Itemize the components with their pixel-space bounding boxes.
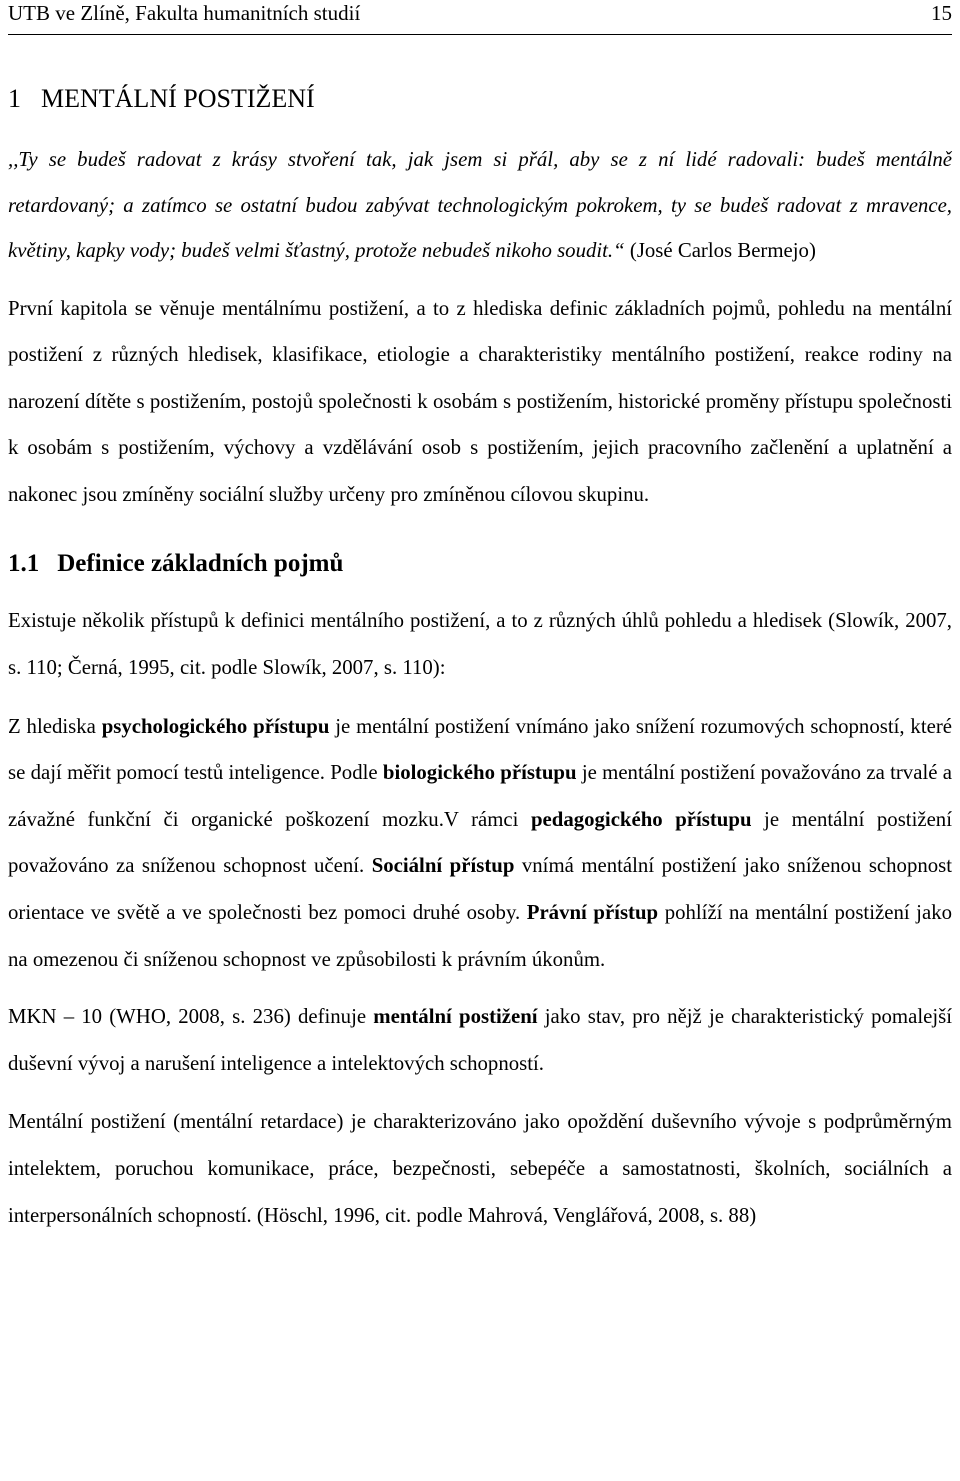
- bold-term: pedagogického přístupu: [530, 807, 752, 831]
- page-header: [8, 0, 952, 35]
- quote-author: (José Carlos Bermejo): [629, 239, 816, 262]
- text-run: jako stav, pro nějž je charakteristický pomalejší duševní vývoj a narušení inteligence a intelektových schopností.: [8, 1005, 952, 1075]
- text-run: je mentální postižení považováno za sníženou schopnost učení.: [8, 807, 952, 878]
- text-run: je mentální postižení vnímáno jako snížení rozumových schopností, které se dají měřit pomocí testů inteligence. Podle: [8, 714, 952, 785]
- bold-term: mentální postižení: [373, 1005, 538, 1029]
- text-run: je mentální postižení považováno za trvalé a závažné funkční či organické poškození mozku.V rámci: [8, 761, 952, 831]
- quote-text: ,,Ty se budeš radovat z krásy stvoření tak, jak jsem si přál, aby se z ní lidé radovali: budeš mentálně retardovaný; a zatímco se ostatní budou zabývat technologickým pokrokem, ty se budeš radovat z mravence, květiny, kapky vody; budeš velmi šťastný, protože nebudeš nikoho soudit.“: [8, 148, 952, 262]
- retardace-paragraph: Mentální postižení (mentální retardace) je charakterizováno jako opoždění duševního vývoje s podprůměrným intelektem, poruchou komunikace, práce, bezpečnosti, sebepéče a samostatnosti, školních, sociálních a interpersonálních schopností. (Höschl, 1996, cit. podle Mahrová, Venglářová, 2008, s. 88): [8, 1110, 952, 1227]
- page-number: 15: [931, 1, 952, 25]
- text-run: vnímá mentální postižení jako sníženou schopnost orientace ve světě a ve společnosti bez pomoci druhé osoby.: [8, 854, 953, 925]
- section-title: Definice základních pojmů: [57, 550, 344, 578]
- approaches-intro-paragraph: Existuje několik přístupů k definici mentálního postižení, a to z různých úhlů pohledu a hledisek (Slowík, 2007, s. 110; Černá, 1995, cit. podle Slowík, 2007, s. 110):: [8, 609, 952, 680]
- mkn-paragraph: [8, 994, 952, 1087]
- document-page: [8, 0, 952, 1239]
- bold-term: Sociální přístup: [371, 854, 515, 878]
- epigraph-quote: [8, 137, 952, 274]
- text-run: MKN – 10 (WHO, 2008, s. 236) definuje: [8, 1005, 374, 1029]
- section-number: 1.1: [8, 550, 40, 578]
- bold-term: psychologického přístupu: [101, 714, 330, 738]
- chapter-title: MENTÁLNÍ POSTIŽENÍ: [41, 84, 315, 113]
- text-run: pohlíží na mentální postižení jako na omezenou či sníženou schopnost ve způsobilosti k právním úkonům.: [8, 901, 952, 971]
- approaches-paragraph: [8, 704, 952, 984]
- bold-term: biologického přístupu: [382, 761, 577, 785]
- intro-paragraph: První kapitola se věnuje mentálnímu postižení, a to z hlediska definic základních pojmů, pohledu na mentální postižení z různých hledisek, klasifikace, etiologie a charakteristiky mentálního postižení, reakce rodiny na narození dítěte s postižením, postojů společnosti k osobám s postižením, historické proměny přístupu společnosti k osobám s postižením, výchovy a vzdělávání osob s postižením, jejich pracovního začlenění a uplatnění a nakonec jsou zmíněny sociální služby určeny pro zmíněnou cílovou skupinu.: [8, 296, 952, 506]
- bold-term: Právní přístup: [526, 901, 659, 925]
- text-run: Z hlediska: [8, 714, 102, 738]
- section-heading: [8, 548, 952, 580]
- chapter-number: 1: [8, 84, 21, 113]
- header-title: UTB ve Zlíně, Fakulta humanitních studií: [8, 1, 361, 25]
- chapter-heading: [8, 83, 952, 115]
